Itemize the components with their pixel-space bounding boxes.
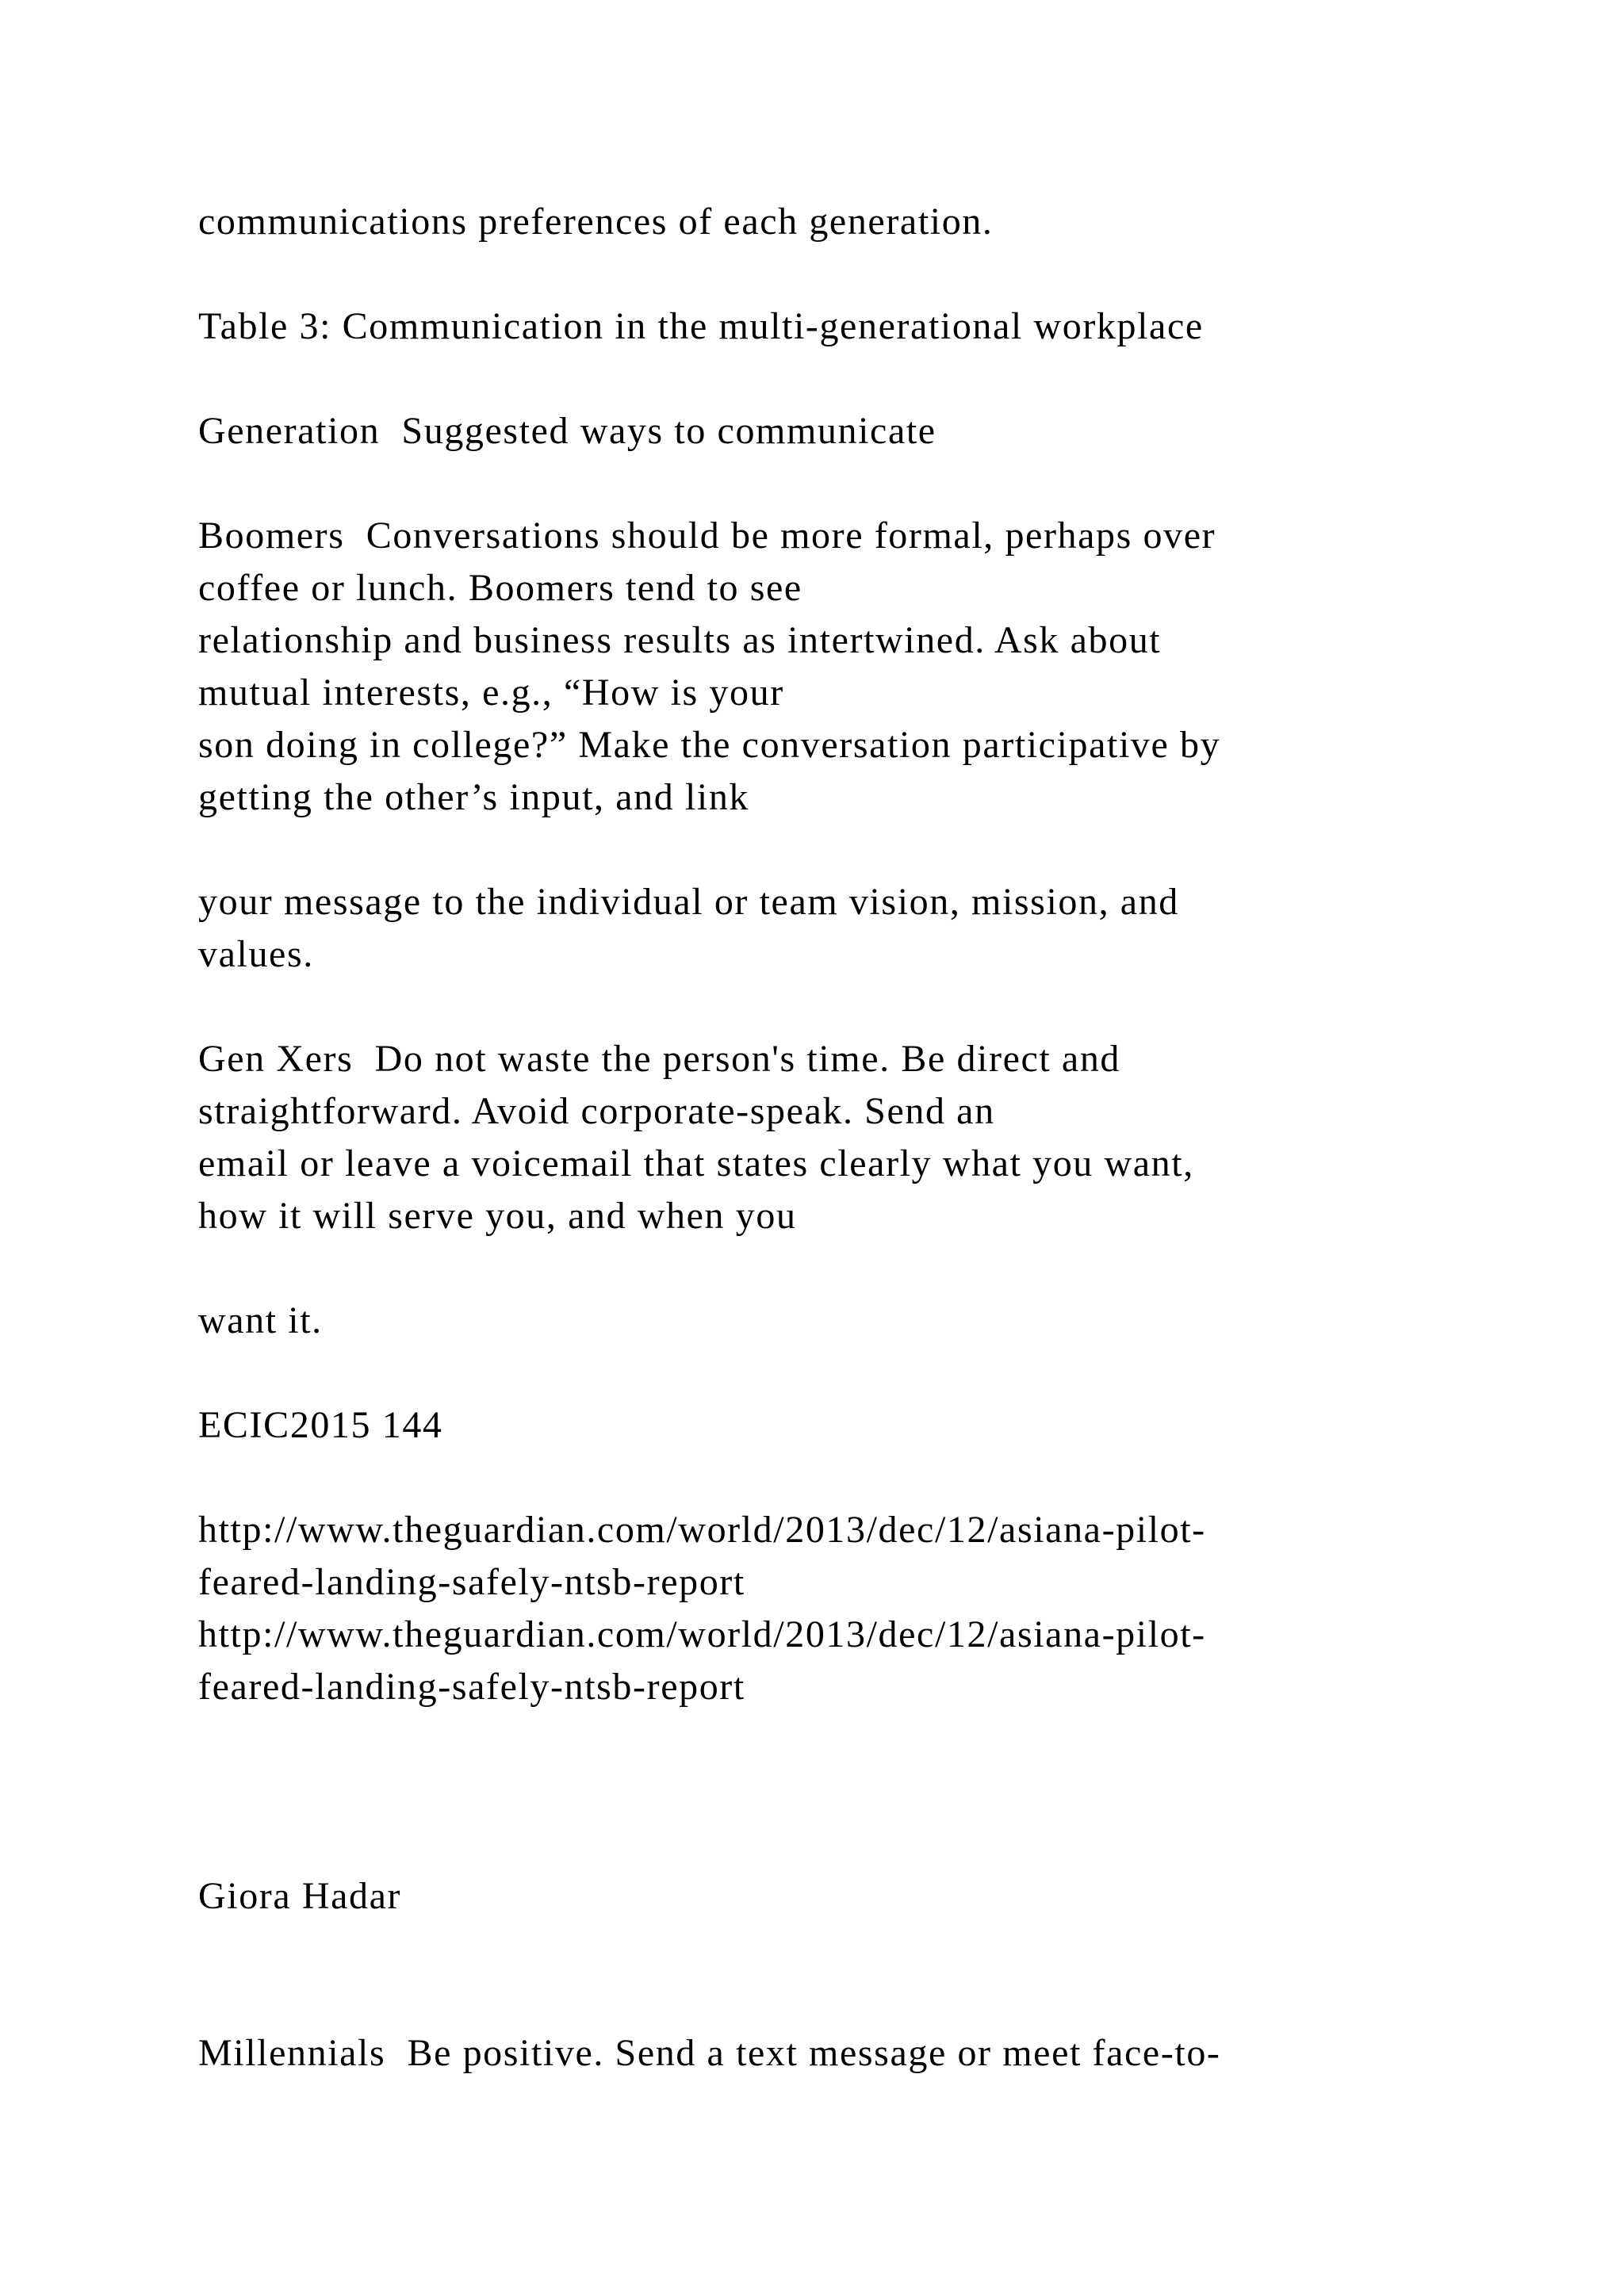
url-line: http://www.theguardian.com/world/2013/dec/12/asiana-pilot- <box>198 1509 1206 1551</box>
text-line: getting the other’s input, and link <box>198 776 750 818</box>
text-line: Boomers Conversations should be more formal, perhaps over <box>198 515 1216 557</box>
text-line: relationship and business results as intertwined. Ask about <box>198 619 1162 661</box>
author-name: Giora Hadar <box>198 1875 402 1917</box>
text-line: Gen Xers Do not waste the person's time. Be direct and <box>198 1038 1121 1080</box>
url-line: feared-landing-safely-ntsb-report <box>198 1666 745 1708</box>
url-line: feared-landing-safely-ntsb-report <box>198 1561 745 1603</box>
text-line: son doing in college?” Make the conversation participative by <box>198 724 1221 766</box>
text-line: how it will serve you, and when you <box>198 1195 797 1237</box>
text-line: mutual interests, e.g., “How is your <box>198 672 784 714</box>
text-line: straightforward. Avoid corporate-speak. Send an <box>198 1090 995 1132</box>
text-line: communications preferences of each generation. <box>198 201 994 243</box>
page-footer: ECIC2015 144 <box>198 1404 443 1446</box>
text-line: your message to the individual or team vision, mission, and <box>198 881 1179 923</box>
text-line: want it. <box>198 1299 323 1341</box>
text-line: values. <box>198 933 314 975</box>
table-header: Generation Suggested ways to communicate <box>198 410 936 452</box>
text-line: coffee or lunch. Boomers tend to see <box>198 567 802 609</box>
table-caption: Table 3: Communication in the multi-generational workplace <box>198 305 1204 347</box>
text-line: Millennials Be positive. Send a text message or meet face-to- <box>198 2032 1221 2074</box>
url-line: http://www.theguardian.com/world/2013/dec/12/asiana-pilot- <box>198 1613 1206 1655</box>
text-line: email or leave a voicemail that states clearly what you want, <box>198 1142 1194 1184</box>
